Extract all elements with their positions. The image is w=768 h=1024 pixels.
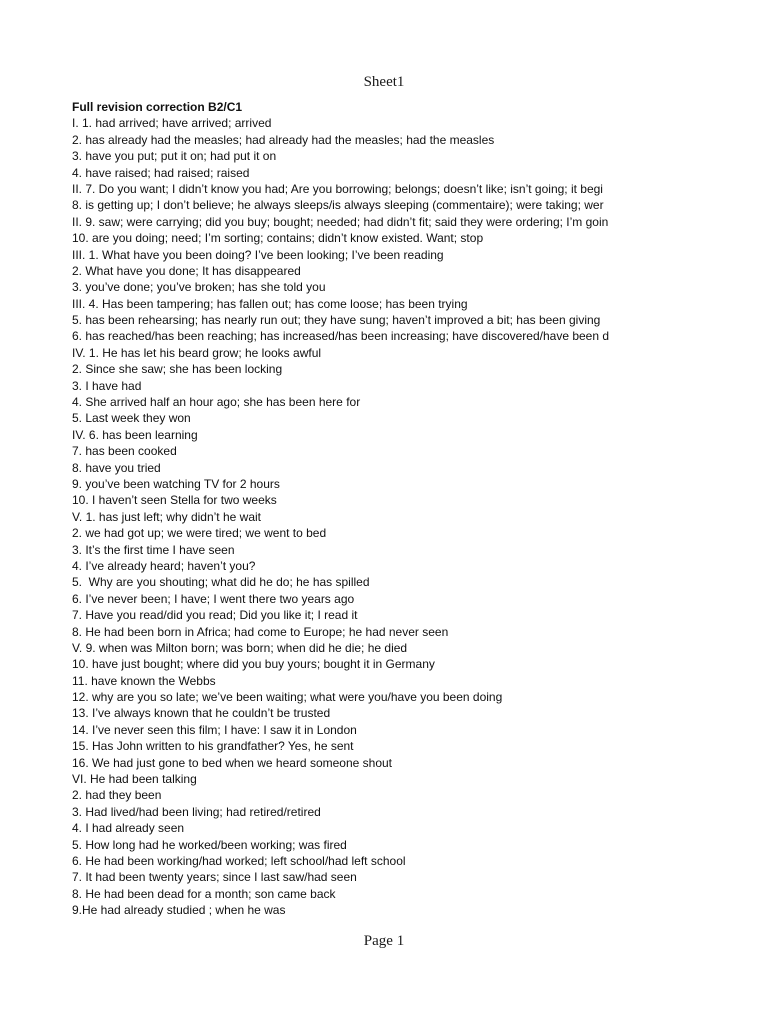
- answer-lines: [72, 115, 631, 918]
- answer-line: V. 1. has just left; why didn’t he wait: [72, 509, 261, 524]
- answer-line: 8. He had been born in Africa; had come to Europe; he had never seen: [72, 624, 449, 639]
- answer-line: 16. We had just gone to bed when we heard someone shout: [72, 755, 392, 770]
- answer-line: V. 9. when was Milton born; was born; when did he die; he died: [72, 640, 408, 655]
- answer-line: 5. Why are you shouting; what did he do; he has spilled: [72, 575, 370, 590]
- answer-line: 6. has reached/has been reaching; has increased/has been increasing; have discovered/have been d: [72, 329, 610, 344]
- answer-line: 10. have just bought; where did you buy yours; bought it in Germany: [72, 657, 435, 672]
- answer-line: 7. has been cooked: [72, 444, 177, 459]
- answer-line: 8. have you tried: [72, 460, 161, 475]
- answer-heading: Full revision correction B2/C1: [72, 100, 243, 114]
- sheet-title: Sheet1: [363, 74, 405, 90]
- answer-line: 2. we had got up; we were tired; we went to bed: [72, 526, 327, 541]
- answer-line: 10. are you doing; need; I’m sorting; contains; didn’t know existed. Want; stop: [72, 231, 484, 246]
- answer-line: 12. why are you so late; we’ve been waiting; what were you/have you been doing: [72, 690, 503, 705]
- answer-line: 7. It had been twenty years; since I last saw/had seen: [72, 870, 357, 885]
- answer-line: 3. have you put; put it on; had put it on: [72, 149, 277, 164]
- answer-line: 4. I’ve already heard; haven’t you?: [72, 558, 256, 573]
- answer-line: 5. How long had he worked/been working; was fired: [72, 837, 347, 852]
- answer-line: 15. Has John written to his grandfather? Yes, he sent: [72, 739, 354, 754]
- answer-line: 8. is getting up; I don’t believe; he always sleeps/is always sleeping (commentaire); were taking; wer: [72, 198, 604, 213]
- answer-line: 4. She arrived half an hour ago; she has been here for: [72, 395, 361, 410]
- answer-line: IV. 6. has been learning: [72, 427, 198, 442]
- answer-line: IV. 1. He has let his beard grow; he looks awful: [72, 345, 322, 360]
- answer-line: 2. Since she saw; she has been locking: [72, 362, 283, 377]
- answer-line: 7. Have you read/did you read; Did you like it; I read it: [72, 608, 358, 623]
- answer-line: I. 1. had arrived; have arrived; arrived: [72, 116, 272, 131]
- answer-line: 4. I had already seen: [72, 821, 185, 836]
- answer-line: 5. has been rehearsing; has nearly run out; they have sung; haven’t improved a bit; has been giving: [72, 313, 601, 328]
- answer-line: 2. had they been: [72, 788, 162, 803]
- answer-line: 10. I haven’t seen Stella for two weeks: [72, 493, 277, 508]
- answer-line: 8. He had been dead for a month; son came back: [72, 886, 336, 901]
- answer-line: 11. have known the Webbs: [72, 673, 216, 688]
- answer-line: 9.He had already studied ; when he was: [72, 903, 286, 918]
- answer-line: 3. Had lived/had been living; had retired/retired: [72, 804, 321, 819]
- answer-line: 3. you’ve done; you’ve broken; has she told you: [72, 280, 326, 295]
- answer-line: 2. What have you done; It has disappeared: [72, 263, 301, 278]
- answer-line: 14. I’ve never seen this film; I have: I saw it in London: [72, 722, 357, 737]
- answer-line: III. 4. Has been tampering; has fallen out; has come loose; has been trying: [72, 296, 468, 311]
- answer-line: 6. I’ve never been; I have; I went there two years ago: [72, 591, 355, 606]
- answer-line: II. 7. Do you want; I didn’t know you had; Are you borrowing; belongs; doesn’t like; isn’t going; it begi: [72, 181, 603, 196]
- answer-sheet: [72, 99, 631, 919]
- answer-line: II. 9. saw; were carrying; did you buy; bought; needed; had didn’t fit; said they were ordering; I’m goin: [72, 214, 609, 229]
- answer-line: 3. I have had: [72, 378, 142, 393]
- answer-line: 13. I’ve always known that he couldn’t be trusted: [72, 706, 331, 721]
- answer-line: 3. It’s the first time I have seen: [72, 542, 235, 557]
- page-footer: Page 1: [363, 933, 405, 949]
- answer-line: 9. you’ve been watching TV for 2 hours: [72, 476, 280, 491]
- answer-line: 6. He had been working/had worked; left school/had left school: [72, 853, 406, 868]
- answer-line: 2. has already had the measles; had already had the measles; had the measles: [72, 132, 495, 147]
- answer-line: III. 1. What have you been doing? I’ve been looking; I’ve been reading: [72, 247, 444, 262]
- answer-line: 4. have raised; had raised; raised: [72, 165, 250, 180]
- answer-line: 5. Last week they won: [72, 411, 191, 426]
- answer-line: VI. He had been talking: [72, 772, 197, 787]
